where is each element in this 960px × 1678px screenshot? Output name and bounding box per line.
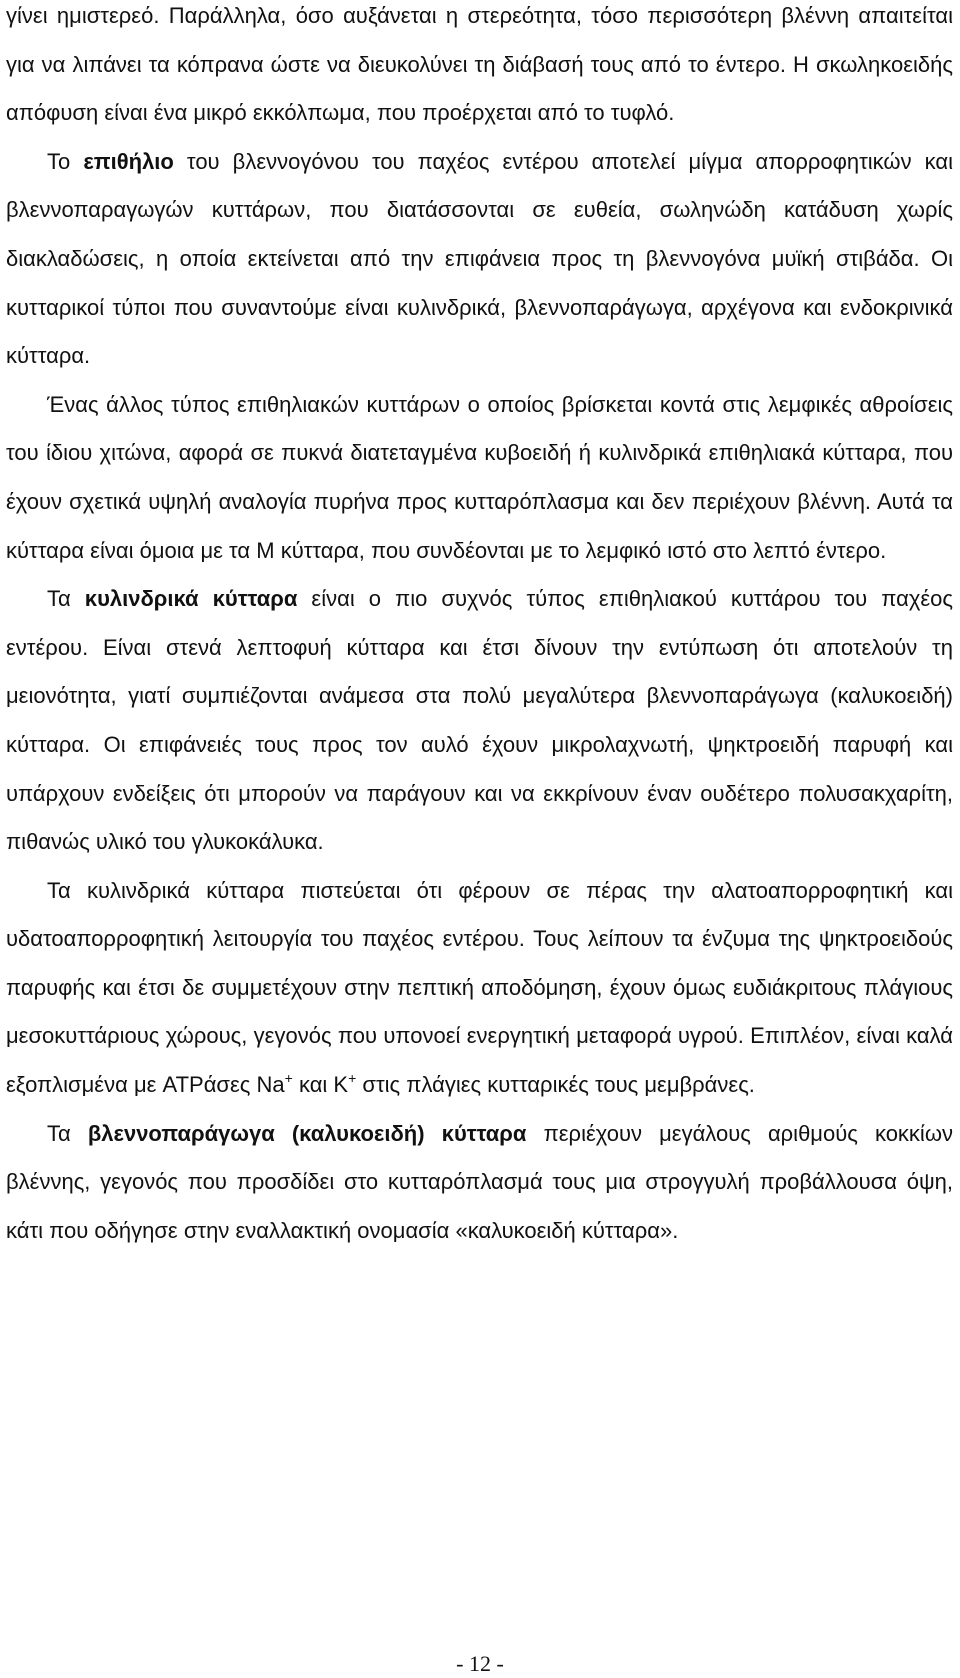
- bold-term-goblet-cells: βλεννοπαράγωγα (καλυκοειδή) κύτταρα: [87, 1120, 527, 1146]
- paragraph-text-post: είναι ο πιο συχνός τύπος επιθηλιακού κυττάρου του παχέος εντέρου. Είναι στενά λεπτοφυή κύτταρα και έτσι δίνουν την εντύπωση ότι αποτελούν τη μειονότητα, γιατί συμπιέζονται ανάμεσα στα πολύ μεγαλύτερα βλεννοπαράγωγα (καλυκοειδή) κύτταρα. Οι επιφάνειές τους προς τον αυλό έχουν μικρολαχνωτή, ψηκτροειδή παρυφή και υπάρχουν ενδείξεις ότι μπορούν να παράγουν και να εκκρίνουν έναν ουδέτερο πολυσακχαρίτη, πιθανώς υλικό του γλυκοκάλυκα.: [6, 586, 954, 855]
- paragraph-epithelium: [6, 138, 953, 381]
- paragraph-columnar-cells: [6, 575, 953, 867]
- document-page: [6, 0, 953, 1255]
- superscript-plus-na: +: [284, 1070, 293, 1087]
- superscript-plus-k: +: [348, 1070, 357, 1087]
- paragraph-text: Ένας άλλος τύπος επιθηλιακών κυττάρων ο οποίος βρίσκεται κοντά στις λεμφικές αθροίσεις του ίδιου χιτώνα, αφορά σε πυκνά διατεταγμένα κυβοειδή ή κυλινδρικά επιθηλιακά κύτταρα, που έχουν σχετικά υψηλή αναλογία πυρήνα προς κυτταρόπλασμα και δεν περιέχουν βλέννη. Αυτά τα κύτταρα είναι όμοια με τα Μ κύτταρα, που συνδέονται με το λεμφικό ιστό στο λεπτό έντερο.: [6, 391, 953, 563]
- paragraph-text-part1: Τα κυλινδρικά κύτταρα πιστεύεται ότι φέρουν σε πέρας την αλατοαπορροφητική και υδατοαπορροφητική λειτουργία του παχέος εντέρου. Τους λείπουν τα ένζυμα της ψηκτροειδούς παρυφής και έτσι δε συμμετέχουν στην πεπτική αποδόμηση, έχουν όμως ευδιάκριτους πλάγιους μεσοκυττάριους χώρους, γεγονός που υπονοεί ενεργητική μεταφορά υγρού. Επιπλέον, είναι καλά εξοπλισμένα με ATPάσες Na: [6, 877, 953, 1098]
- paragraph-continuation: [6, 0, 953, 138]
- bold-term-epithelium: επιθήλιο: [83, 148, 174, 174]
- paragraph-text-part2: και K: [292, 1072, 349, 1098]
- paragraph-text-pre: Το: [47, 148, 84, 174]
- paragraph-text-post: περιέχουν μεγάλους αριθμούς κοκκίων βλέννης, γεγονός που προσδίδει στο κυτταρόπλασμά τους μια στρογγυλή προβάλλουσα όψη, κάτι που οδήγησε στην εναλλακτική ονομασία «καλυκοειδή κύτταρα».: [6, 1120, 953, 1243]
- paragraph-text-pre: Τα: [47, 1120, 88, 1146]
- paragraph-columnar-function: [6, 867, 953, 1110]
- paragraph-text-part3: στις πλάγιες κυτταρικές τους μεμβράνες.: [356, 1072, 755, 1098]
- paragraph-text-post: του βλεννογόνου του παχέος εντέρου αποτελεί μίγμα απορροφητικών και βλεννοπαραγωγών κυττάρων, που διατάσσονται σε ευθεία, σωληνώδη κατάδυση χωρίς διακλαδώσεις, η οποία εκτείνεται από την επιφάνεια προς τη βλεννογόνα μυϊκή στιβάδα. Οι κυτταρικοί τύποι που συναντούμε είναι κυλινδρικά, βλεννοπαράγωγα, αρχέγονα και ενδοκρινικά κύτταρα.: [6, 148, 953, 369]
- paragraph-text: γίνει ημιστερεό. Παράλληλα, όσο αυξάνεται η στερεότητα, τόσο περισσότερη βλέννη απαιτείται για να λιπάνει τα κόπρανα ώστε να διευκολύνει τη διάβασή τους από το έντερο. Η σκωληκοειδής απόφυση είναι ένα μικρό εκκόλπωμα, που προέρχεται από το τυφλό.: [6, 3, 953, 126]
- page-number: - 12 -: [456, 1651, 504, 1676]
- paragraph-goblet-cells: [6, 1110, 953, 1256]
- paragraph-other-cell-type: [6, 381, 953, 575]
- paragraph-text-pre: Τα: [47, 586, 85, 612]
- bold-term-columnar-cells: κυλινδρικά κύτταρα: [84, 586, 298, 612]
